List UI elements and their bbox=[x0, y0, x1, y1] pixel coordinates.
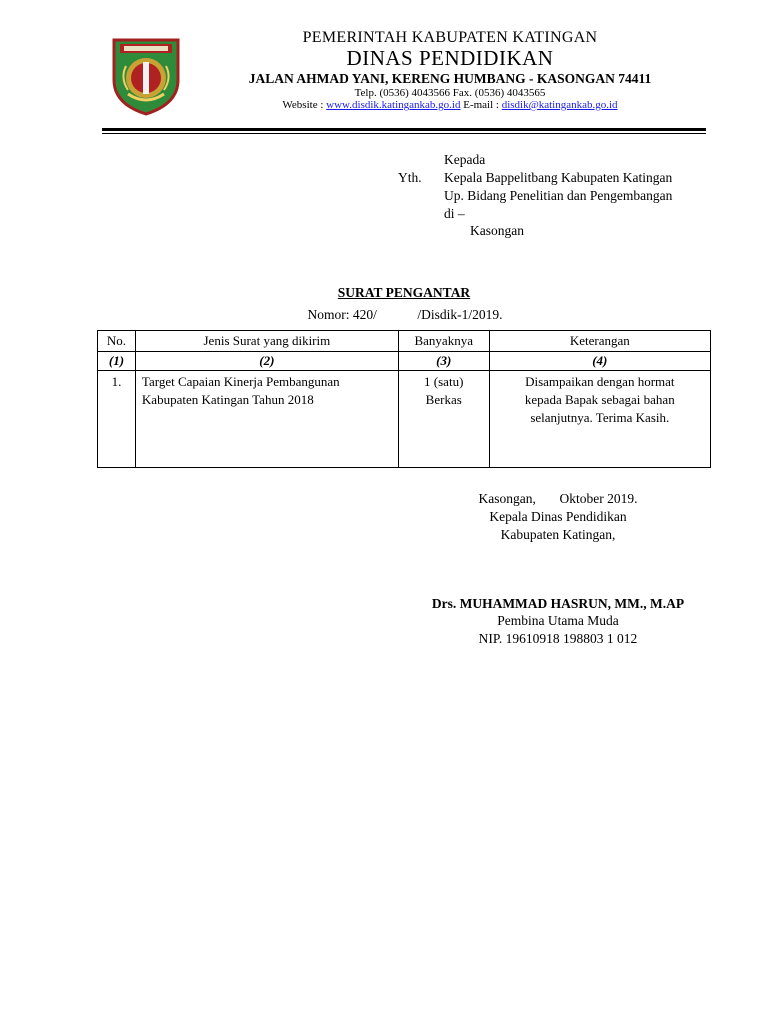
table-row bbox=[98, 371, 711, 468]
numbering-4: (4) bbox=[489, 352, 710, 371]
signer-nip: NIP. 19610918 198803 1 012 bbox=[478, 631, 638, 646]
email-link[interactable]: disdik@katingankab.go.id bbox=[501, 99, 618, 111]
header-banyaknya: Banyaknya bbox=[398, 331, 489, 352]
table-header-row bbox=[98, 331, 711, 352]
header-jenis: Jenis Surat yang dikirim bbox=[135, 331, 398, 352]
phone-fax: Telp. (0536) 4043566 Fax. (0536) 4043565 bbox=[354, 87, 546, 99]
addressee-line2: Up. Bidang Penelitian dan Pengembangan bbox=[444, 188, 673, 203]
documents-table bbox=[97, 330, 711, 468]
header-keterangan: Keterangan bbox=[489, 331, 710, 352]
website-label: Website : bbox=[282, 99, 327, 111]
signer-rank: Pembina Utama Muda bbox=[497, 613, 619, 628]
addressee-yth: Yth. bbox=[398, 170, 422, 185]
signer-position: Kepala Dinas Pendidikan bbox=[489, 509, 627, 524]
place-date: Kasongan, Oktober 2019. bbox=[478, 491, 638, 506]
numbering-1: (1) bbox=[98, 352, 136, 371]
office-address: JALAN AHMAD YANI, KERENG HUMBANG - KASONGAN 74411 bbox=[248, 71, 652, 86]
letterhead-divider-thin bbox=[102, 133, 706, 134]
row-no: 1. bbox=[98, 371, 136, 468]
row-keterangan bbox=[489, 371, 710, 468]
addressee-line4: Kasongan bbox=[470, 223, 524, 238]
government-name: PEMERINTAH KABUPATEN KATINGAN bbox=[302, 29, 598, 46]
row-banyaknya bbox=[398, 371, 489, 468]
letter-title: SURAT PENGANTAR bbox=[337, 285, 471, 300]
addressee-line1: Kepala Bappelitbang Kabupaten Katingan bbox=[444, 170, 673, 185]
office-name: DINAS PENDIDIKAN bbox=[346, 46, 554, 70]
row-jenis-line1: Target Capaian Kinerja Pembangunan bbox=[141, 374, 340, 389]
letter-number: Nomor: 420/ /Disdik-1/2019. bbox=[307, 307, 503, 322]
table-numbering-row bbox=[98, 352, 711, 371]
signer-region: Kabupaten Katingan, bbox=[500, 527, 616, 542]
row-jenis bbox=[135, 371, 398, 468]
contact-line bbox=[200, 99, 700, 111]
letterhead-divider-thick bbox=[102, 128, 706, 131]
row-ket-line1: Disampaikan dengan hormat bbox=[525, 374, 675, 389]
row-banyak-line1: 1 (satu) bbox=[424, 374, 464, 389]
signer-name: Drs. MUHAMMAD HASRUN, MM., M.AP bbox=[431, 596, 685, 611]
addressee-kepada: Kepada bbox=[444, 152, 486, 167]
row-jenis-line2: Kabupaten Katingan Tahun 2018 bbox=[141, 392, 314, 407]
row-ket-line3: selanjutnya. Terima Kasih. bbox=[530, 410, 670, 425]
header-no: No. bbox=[98, 331, 136, 352]
website-link[interactable]: www.disdik.katingankab.go.id bbox=[326, 99, 461, 111]
row-ket-line2: kepada Bapak sebagai bahan bbox=[524, 392, 675, 407]
kabupaten-katingan-emblem-icon bbox=[108, 36, 184, 116]
numbering-3: (3) bbox=[398, 352, 489, 371]
row-banyak-line2: Berkas bbox=[425, 392, 462, 407]
numbering-2: (2) bbox=[135, 352, 398, 371]
addressee-line3: di – bbox=[444, 206, 465, 221]
email-label: E-mail : bbox=[460, 99, 502, 111]
